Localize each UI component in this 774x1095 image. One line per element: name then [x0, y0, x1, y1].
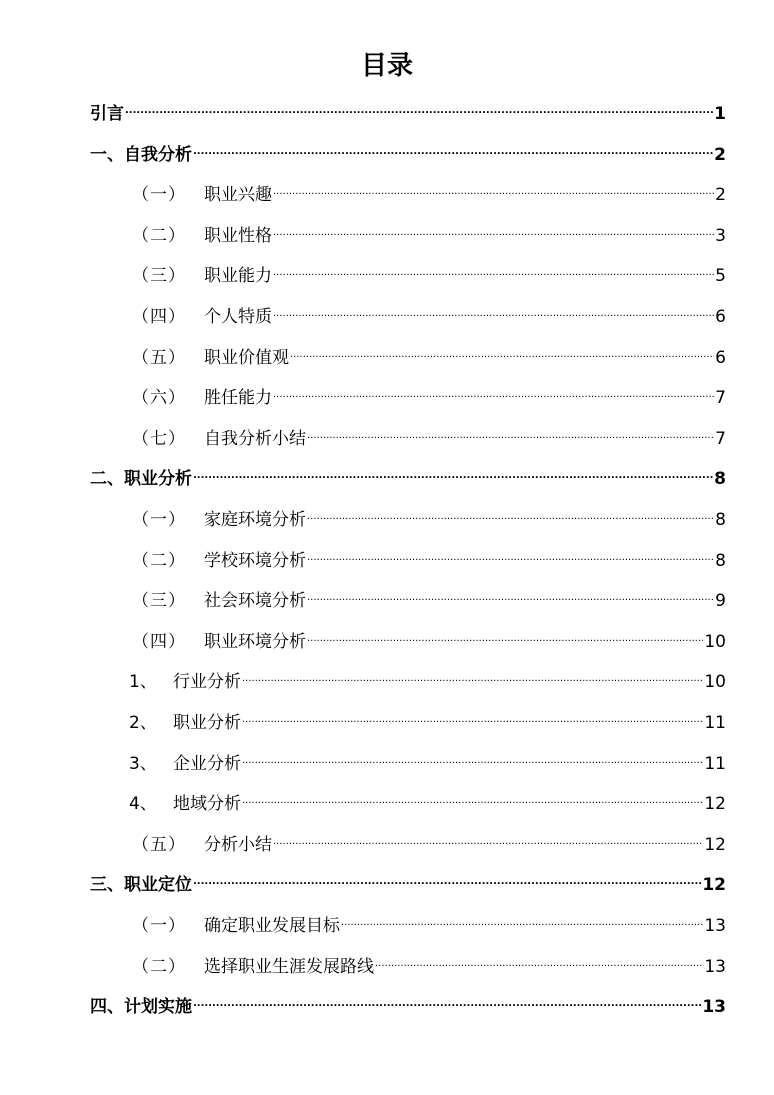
toc-dot-leader [242, 745, 703, 769]
toc-entry-label: 四、计划实施 [90, 997, 192, 1017]
toc-entry[interactable] [132, 623, 726, 652]
toc-entry-page-number: 1 [714, 104, 726, 124]
toc-dot-leader [375, 948, 703, 972]
toc-dot-leader [307, 501, 714, 525]
toc-entry-label: 选择职业生涯发展路线 [204, 957, 374, 977]
toc-dot-leader [273, 379, 714, 403]
toc-dot-leader [307, 420, 714, 444]
toc-entry-number: 1、 [129, 672, 157, 692]
toc-entry-label: 二、职业分析 [90, 469, 192, 489]
toc-entry[interactable] [90, 460, 726, 489]
toc-entry[interactable] [129, 704, 726, 733]
toc-entry[interactable] [132, 176, 726, 205]
toc-entry-number: （四） [132, 632, 186, 652]
toc-entry-label: 地域分析 [173, 794, 241, 814]
toc-entry-number: （三） [132, 591, 186, 611]
toc-entry-label: 职业性格 [204, 226, 272, 246]
toc-dot-leader [193, 866, 701, 890]
toc-entry-label: 确定职业发展目标 [204, 916, 340, 936]
toc-entry-label: 个人特质 [204, 307, 272, 327]
toc-dot-leader [242, 785, 703, 809]
toc-entry[interactable] [90, 988, 726, 1017]
toc-entry-label: 职业价值观 [204, 348, 289, 368]
toc-entry[interactable] [90, 95, 726, 124]
toc-entry-label: 胜任能力 [204, 388, 272, 408]
toc-dot-leader [242, 663, 703, 687]
toc-entry-label: 分析小结 [204, 835, 272, 855]
toc-entry[interactable] [129, 663, 726, 692]
toc-entry-number: （二） [132, 551, 186, 571]
toc-entry-number: 4、 [129, 794, 157, 814]
toc-entry-label: 企业分析 [173, 754, 241, 774]
toc-entry-page-number: 12 [704, 794, 726, 814]
toc-entry[interactable] [132, 257, 726, 286]
toc-entry[interactable] [132, 339, 726, 368]
toc-entry[interactable] [132, 501, 726, 530]
toc-entry-number: （三） [132, 266, 186, 286]
toc-entry-page-number: 2 [715, 185, 726, 205]
toc-entry-number: 2、 [129, 713, 157, 733]
toc-entry-page-number: 11 [704, 754, 726, 774]
toc-entry-label: 行业分析 [173, 672, 241, 692]
toc-entry[interactable] [90, 866, 726, 895]
toc-dot-leader [242, 704, 703, 728]
toc-entry-number: （二） [132, 226, 186, 246]
toc-entry-label: 一、自我分析 [90, 145, 192, 165]
toc-entry-label: 职业能力 [204, 266, 272, 286]
toc-dot-leader [273, 176, 714, 200]
toc-entry[interactable] [132, 379, 726, 408]
toc-dot-leader [307, 623, 703, 647]
toc-dot-leader [273, 826, 703, 850]
toc-entry-page-number: 10 [704, 672, 726, 692]
toc-entry-label: 职业兴趣 [204, 185, 272, 205]
toc-entry-label: 社会环境分析 [204, 591, 306, 611]
toc-dot-leader [307, 542, 714, 566]
toc-dot-leader [307, 582, 714, 606]
toc-entry-page-number: 8 [714, 469, 726, 489]
toc-entry[interactable] [132, 948, 726, 977]
toc-entry-page-number: 7 [715, 429, 726, 449]
toc-entry-page-number: 13 [704, 957, 726, 977]
toc-entry[interactable] [129, 745, 726, 774]
toc-entry-number: （一） [132, 916, 186, 936]
toc-entry[interactable] [132, 907, 726, 936]
toc-dot-leader [193, 988, 701, 1012]
toc-entry-page-number: 6 [715, 307, 726, 327]
toc-entry-page-number: 13 [704, 916, 726, 936]
toc-entry[interactable] [132, 542, 726, 571]
toc-entry[interactable] [132, 298, 726, 327]
toc-dot-leader [273, 217, 714, 241]
toc-dot-leader [193, 136, 713, 160]
toc-entry[interactable] [132, 217, 726, 246]
toc-entry-page-number: 10 [704, 632, 726, 652]
toc-dot-leader [341, 907, 703, 931]
toc-entry-page-number: 8 [715, 551, 726, 571]
toc-entry-page-number: 12 [702, 875, 726, 895]
toc-entry-number: （一） [132, 185, 186, 205]
toc-dot-leader [193, 460, 713, 484]
toc-entry-number: （七） [132, 429, 186, 449]
toc-entry-page-number: 3 [715, 226, 726, 246]
toc-entry-number: （五） [132, 835, 186, 855]
toc-entry[interactable] [132, 420, 726, 449]
toc-dot-leader [273, 298, 714, 322]
toc-entry-number: （二） [132, 957, 186, 977]
toc-entry-page-number: 8 [715, 510, 726, 530]
toc-entry-page-number: 2 [714, 145, 726, 165]
toc-entry-page-number: 5 [715, 266, 726, 286]
toc-entry-page-number: 12 [704, 835, 726, 855]
toc-dot-leader [125, 95, 713, 119]
toc-dot-leader [273, 257, 714, 281]
toc-entry-number: （六） [132, 388, 186, 408]
toc-title: 目录 [360, 51, 413, 81]
toc-entry-label: 职业环境分析 [204, 632, 306, 652]
toc-entry[interactable] [132, 826, 726, 855]
toc-entry[interactable] [129, 785, 726, 814]
toc-entry-label: 自我分析小结 [204, 429, 306, 449]
toc-entry-page-number: 7 [715, 388, 726, 408]
toc-dot-leader [290, 339, 714, 363]
toc-entry-page-number: 11 [704, 713, 726, 733]
toc-entry-page-number: 6 [715, 348, 726, 368]
toc-entry-label: 学校环境分析 [204, 551, 306, 571]
toc-entry-number: （一） [132, 510, 186, 530]
toc-entry-number: （四） [132, 307, 186, 327]
toc-entry-label: 职业分析 [173, 713, 241, 733]
toc-entry-label: 家庭环境分析 [204, 510, 306, 530]
toc-entry[interactable] [132, 582, 726, 611]
toc-entry-number: （五） [132, 348, 186, 368]
toc-entry-number: 3、 [129, 754, 157, 774]
toc-entry-label: 三、职业定位 [90, 875, 192, 895]
toc-entry-label: 引言 [90, 104, 124, 124]
toc-entry[interactable] [90, 136, 726, 165]
toc-entry-page-number: 13 [702, 997, 726, 1017]
toc-entry-page-number: 9 [715, 591, 726, 611]
